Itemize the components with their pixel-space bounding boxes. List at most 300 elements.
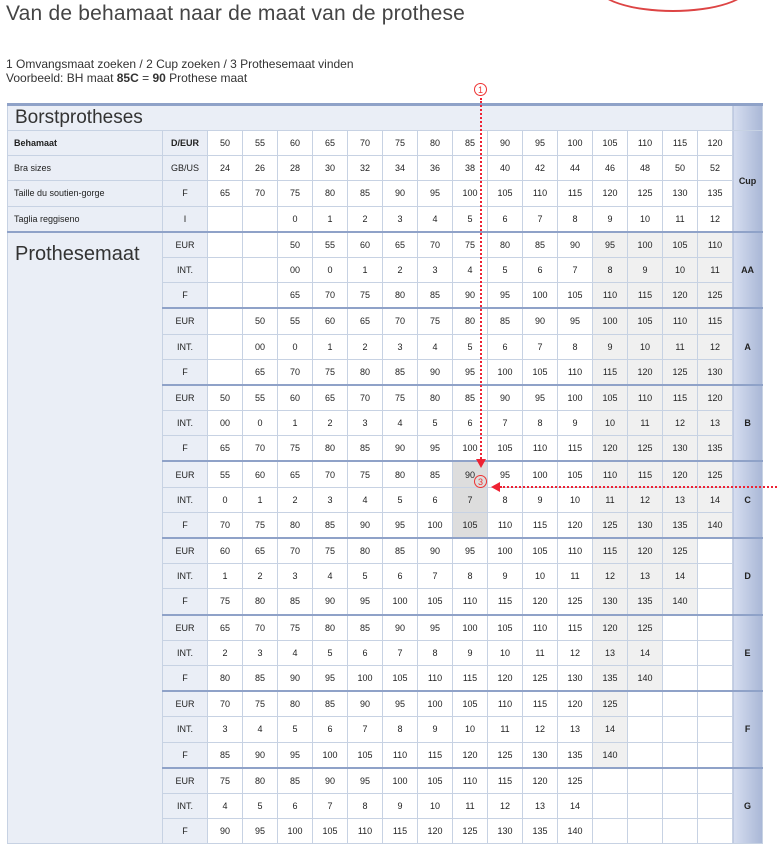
table-cell: 110 [663, 308, 698, 334]
table-cell: 105 [488, 436, 523, 462]
table-cell: 10 [488, 640, 523, 665]
table-cell: 50 [208, 131, 243, 156]
example-text [6, 71, 247, 85]
cup-heading: Cup [733, 131, 763, 232]
table-cell [628, 742, 663, 768]
table-cell: 125 [698, 283, 733, 309]
table-cell: 125 [453, 819, 488, 844]
table-cell: 95 [418, 181, 453, 206]
row-system: EUR [163, 308, 208, 334]
table-cell: 95 [488, 283, 523, 309]
table-cell: 7 [418, 564, 453, 589]
table-cell: 8 [558, 206, 593, 232]
table-cell: 10 [418, 793, 453, 818]
row-system: EUR [163, 538, 208, 564]
table-cell: 12 [663, 411, 698, 436]
row-system: EUR [163, 691, 208, 717]
table-cell: 95 [243, 819, 278, 844]
table-cell: 00 [243, 334, 278, 359]
table-cell: 105 [313, 819, 348, 844]
table-cell: 90 [453, 461, 488, 487]
table-cell: 24 [208, 156, 243, 181]
table-cell: 3 [208, 717, 243, 742]
table-cell: 115 [593, 538, 628, 564]
table-cell: 135 [698, 436, 733, 462]
table-cell [698, 793, 733, 818]
table-cell: 38 [453, 156, 488, 181]
table-cell: 140 [628, 665, 663, 691]
table-cell: 90 [418, 538, 453, 564]
row-system: EUR [163, 768, 208, 794]
table-cell: 120 [418, 819, 453, 844]
table-cell: 60 [243, 461, 278, 487]
table-cell: 115 [523, 512, 558, 538]
table-cell: 140 [593, 742, 628, 768]
table-cell: 120 [698, 385, 733, 411]
table-cell: 100 [383, 589, 418, 615]
table-cell: 85 [313, 691, 348, 717]
table-cell: 95 [313, 665, 348, 691]
table-cell: 6 [453, 411, 488, 436]
row-system: F [163, 665, 208, 691]
row-system: F [163, 283, 208, 309]
table-cell: 110 [593, 461, 628, 487]
table-cell: 5 [418, 411, 453, 436]
table-cell: 85 [453, 385, 488, 411]
table-cell: 2 [208, 640, 243, 665]
table-cell: 10 [628, 334, 663, 359]
row-system: F [163, 819, 208, 844]
table-cell: 75 [313, 538, 348, 564]
table-cell: 65 [208, 181, 243, 206]
table-cell [698, 538, 733, 564]
table-cell: 130 [558, 665, 593, 691]
table-cell: 80 [313, 436, 348, 462]
table-cell: 95 [453, 359, 488, 385]
table-cell: 90 [383, 181, 418, 206]
table-cell: 60 [313, 308, 348, 334]
table-cell [208, 308, 243, 334]
table-cell: 110 [488, 512, 523, 538]
table-cell: 100 [488, 359, 523, 385]
table-cell: 0 [313, 257, 348, 282]
table-cell [663, 640, 698, 665]
table-cell: 42 [523, 156, 558, 181]
table-cell: 110 [628, 131, 663, 156]
table-cell: 10 [663, 257, 698, 282]
table-cell: 5 [243, 793, 278, 818]
table-cell: 100 [558, 131, 593, 156]
table-cell: 3 [348, 411, 383, 436]
table-cell: 5 [453, 334, 488, 359]
table-cell [698, 691, 733, 717]
table-cell: 95 [523, 131, 558, 156]
table-cell: 130 [663, 181, 698, 206]
table-cell: 7 [523, 334, 558, 359]
table-cell: 110 [453, 589, 488, 615]
table-cell: 105 [628, 308, 663, 334]
table-cell [663, 819, 698, 844]
table-cell: 70 [278, 359, 313, 385]
table-cell: 80 [383, 461, 418, 487]
table-cell: 11 [663, 334, 698, 359]
table-cell: 60 [278, 385, 313, 411]
table-cell: 8 [418, 640, 453, 665]
table-cell: 12 [698, 206, 733, 232]
table-cell: 105 [383, 665, 418, 691]
table-cell: 90 [348, 691, 383, 717]
table-cell: 28 [278, 156, 313, 181]
table-cell: 8 [383, 717, 418, 742]
table-cell: 9 [453, 640, 488, 665]
table-cell [208, 359, 243, 385]
table-cell: 90 [348, 512, 383, 538]
table-cell: 9 [418, 717, 453, 742]
row-system: INT. [163, 334, 208, 359]
table-cell [208, 206, 243, 232]
table-cell: 85 [243, 665, 278, 691]
table-cell: 10 [628, 206, 663, 232]
table-heading: Borstprotheses [8, 105, 733, 131]
table-cell: 65 [278, 283, 313, 309]
table-cell: 2 [313, 411, 348, 436]
table-cell: 75 [208, 589, 243, 615]
table-cell: 70 [243, 615, 278, 641]
table-cell: 5 [488, 257, 523, 282]
table-cell: 9 [383, 793, 418, 818]
table-cell: 6 [313, 717, 348, 742]
table-cell: 14 [698, 487, 733, 512]
table-cell: 120 [523, 768, 558, 794]
table-cell: 120 [523, 589, 558, 615]
table-cell: 4 [383, 411, 418, 436]
table-cell: 0 [243, 411, 278, 436]
table-cell: 12 [698, 334, 733, 359]
table-cell: 10 [558, 487, 593, 512]
table-cell: 60 [348, 232, 383, 258]
table-cell: 11 [558, 564, 593, 589]
table-cell [243, 257, 278, 282]
table-cell: 14 [593, 717, 628, 742]
table-cell: 110 [593, 283, 628, 309]
table-cell: 6 [488, 206, 523, 232]
table-cell: 115 [663, 385, 698, 411]
row-system: F [163, 181, 208, 206]
table-cell [208, 283, 243, 309]
table-cell: 48 [628, 156, 663, 181]
row-system: INT. [163, 564, 208, 589]
table-cell: 105 [488, 181, 523, 206]
table-cell: 75 [453, 232, 488, 258]
table-cell: 105 [453, 512, 488, 538]
table-cell: 85 [418, 461, 453, 487]
table-cell [628, 768, 663, 794]
cup-label: C [733, 461, 763, 538]
table-cell: 8 [453, 564, 488, 589]
table-cell: 125 [628, 615, 663, 641]
table-cell: 120 [593, 436, 628, 462]
table-cell: 95 [488, 461, 523, 487]
row-system: F [163, 742, 208, 768]
table-cell: 12 [488, 793, 523, 818]
table-cell: 115 [593, 359, 628, 385]
table-cell: 7 [523, 206, 558, 232]
table-cell: 55 [313, 232, 348, 258]
table-cell: 3 [278, 564, 313, 589]
table-cell: 70 [348, 385, 383, 411]
table-cell [663, 691, 698, 717]
row-system: INT. [163, 411, 208, 436]
table-cell: 80 [418, 385, 453, 411]
table-cell: 110 [418, 665, 453, 691]
table-cell: 1 [243, 487, 278, 512]
table-cell: 2 [348, 334, 383, 359]
table-cell: 1 [278, 411, 313, 436]
table-cell: 115 [453, 665, 488, 691]
table-cell [698, 717, 733, 742]
table-cell: 100 [453, 181, 488, 206]
table-cell: 120 [663, 283, 698, 309]
table-cell [243, 283, 278, 309]
example-bra-size: 85C [116, 71, 139, 85]
table-cell: 65 [243, 538, 278, 564]
table-cell: 100 [453, 615, 488, 641]
table-cell: 85 [383, 359, 418, 385]
table-cell: 75 [418, 308, 453, 334]
table-cell: 95 [383, 691, 418, 717]
table-cell: 1 [313, 334, 348, 359]
table-cell: 3 [243, 640, 278, 665]
table-cell: 125 [663, 359, 698, 385]
table-cell: 8 [558, 334, 593, 359]
table-cell: 6 [348, 640, 383, 665]
table-cell: 55 [243, 131, 278, 156]
table-cell: 60 [278, 131, 313, 156]
table-cell: 135 [698, 181, 733, 206]
table-cell: 120 [558, 691, 593, 717]
table-cell: 1 [348, 257, 383, 282]
table-cell: 10 [523, 564, 558, 589]
table-cell: 4 [418, 334, 453, 359]
table-cell: 110 [383, 742, 418, 768]
table-cell: 90 [243, 742, 278, 768]
table-cell: 125 [593, 691, 628, 717]
table-cell: 85 [383, 538, 418, 564]
table-cell: 11 [663, 206, 698, 232]
cup-label: A [733, 308, 763, 385]
table-cell [698, 615, 733, 641]
table-cell: 0 [278, 206, 313, 232]
table-cell: 110 [523, 181, 558, 206]
table-cell: 95 [453, 538, 488, 564]
table-cell: 125 [558, 589, 593, 615]
table-cell: 9 [558, 411, 593, 436]
table-cell: 3 [383, 334, 418, 359]
table-cell: 85 [348, 181, 383, 206]
table-cell [698, 564, 733, 589]
table-cell: 6 [418, 487, 453, 512]
table-cell: 34 [383, 156, 418, 181]
size-table [7, 103, 763, 844]
guide-line-vertical [480, 98, 482, 462]
size-table-container [7, 103, 762, 844]
table-cell: 125 [523, 665, 558, 691]
table-cell: 6 [278, 793, 313, 818]
row-system: F [163, 512, 208, 538]
table-cell [698, 742, 733, 768]
table-cell: 65 [208, 615, 243, 641]
table-cell: 125 [628, 436, 663, 462]
table-cell: 100 [383, 768, 418, 794]
table-cell: 9 [488, 564, 523, 589]
table-cell: 80 [243, 589, 278, 615]
table-cell: 130 [698, 359, 733, 385]
row-system: EUR [163, 385, 208, 411]
table-cell: 5 [348, 564, 383, 589]
table-cell: 75 [278, 181, 313, 206]
table-cell [698, 819, 733, 844]
table-cell: 125 [628, 181, 663, 206]
table-cell: 105 [418, 589, 453, 615]
table-cell: 85 [278, 768, 313, 794]
row-label: Bra sizes [8, 156, 163, 181]
table-cell: 120 [698, 131, 733, 156]
cup-label: E [733, 615, 763, 692]
table-cell: 80 [278, 691, 313, 717]
table-cell: 90 [313, 589, 348, 615]
table-cell: 100 [313, 742, 348, 768]
table-cell: 65 [313, 385, 348, 411]
table-cell: 105 [488, 615, 523, 641]
row-system: INT. [163, 257, 208, 282]
table-cell: 2 [278, 487, 313, 512]
table-cell: 100 [348, 665, 383, 691]
table-cell: 70 [243, 181, 278, 206]
row-label: Behamaat [8, 131, 163, 156]
row-label: Taglia reggiseno [8, 206, 163, 232]
table-cell: 125 [593, 512, 628, 538]
table-cell [663, 793, 698, 818]
table-cell: 115 [628, 283, 663, 309]
table-cell: 110 [558, 359, 593, 385]
row-system: GB/US [163, 156, 208, 181]
table-cell [698, 665, 733, 691]
table-cell: 90 [488, 131, 523, 156]
table-cell: 5 [383, 487, 418, 512]
table-cell: 2 [243, 564, 278, 589]
table-cell: 85 [348, 615, 383, 641]
table-cell [628, 793, 663, 818]
arrow-left-icon [491, 482, 500, 492]
table-cell: 65 [208, 436, 243, 462]
table-cell: 135 [628, 589, 663, 615]
table-cell: 12 [523, 717, 558, 742]
table-cell: 115 [383, 819, 418, 844]
table-cell: 13 [663, 487, 698, 512]
table-cell: 85 [418, 283, 453, 309]
table-cell: 13 [523, 793, 558, 818]
table-cell: 4 [208, 793, 243, 818]
table-cell: 80 [348, 359, 383, 385]
table-cell: 75 [278, 615, 313, 641]
table-cell: 70 [348, 131, 383, 156]
table-cell: 4 [278, 640, 313, 665]
table-cell: 8 [348, 793, 383, 818]
table-cell: 110 [698, 232, 733, 258]
row-system: INT. [163, 487, 208, 512]
table-cell: 115 [628, 461, 663, 487]
table-cell: 110 [488, 691, 523, 717]
table-cell: 14 [628, 640, 663, 665]
cup-label: B [733, 385, 763, 462]
table-cell: 9 [593, 334, 628, 359]
table-cell: 120 [663, 461, 698, 487]
table-cell: 120 [558, 512, 593, 538]
table-cell: 115 [663, 131, 698, 156]
table-cell: 80 [313, 181, 348, 206]
table-cell: 7 [383, 640, 418, 665]
steps-text: 1 Omvangsmaat zoeken / 2 Cup zoeken / 3 Prothesemaat vinden [6, 57, 354, 71]
table-cell: 140 [698, 512, 733, 538]
example-prothese-size: 90 [152, 71, 166, 85]
table-cell: 85 [453, 131, 488, 156]
table-cell: 00 [208, 411, 243, 436]
table-cell: 90 [278, 665, 313, 691]
table-cell [628, 717, 663, 742]
table-cell: 110 [453, 768, 488, 794]
table-cell: 80 [453, 308, 488, 334]
table-cell: 90 [383, 615, 418, 641]
row-system: INT. [163, 640, 208, 665]
table-cell: 8 [488, 487, 523, 512]
example-suffix: Prothese maat [165, 71, 248, 85]
table-row [8, 232, 763, 258]
decorative-arc [596, 0, 750, 12]
table-cell [698, 589, 733, 615]
row-system: D/EUR [163, 131, 208, 156]
table-cell: 85 [488, 308, 523, 334]
header-row [8, 206, 763, 232]
cup-label: F [733, 691, 763, 768]
row-system: INT. [163, 717, 208, 742]
table-cell: 3 [313, 487, 348, 512]
row-system: I [163, 206, 208, 232]
table-cell: 50 [243, 308, 278, 334]
cup-label: G [733, 768, 763, 844]
table-cell: 60 [208, 538, 243, 564]
table-cell: 3 [383, 206, 418, 232]
table-cell: 70 [243, 436, 278, 462]
table-cell: 115 [698, 308, 733, 334]
table-cell: 80 [348, 538, 383, 564]
table-cell: 0 [208, 487, 243, 512]
table-cell: 11 [523, 640, 558, 665]
table-cell [663, 768, 698, 794]
table-cell: 80 [383, 283, 418, 309]
step-one-marker-icon: 1 [474, 83, 487, 96]
table-cell: 130 [593, 589, 628, 615]
table-cell: 125 [558, 768, 593, 794]
table-cell: 50 [663, 156, 698, 181]
table-cell: 13 [628, 564, 663, 589]
table-cell [663, 615, 698, 641]
table-cell: 7 [558, 257, 593, 282]
table-cell: 100 [418, 512, 453, 538]
row-system: F [163, 436, 208, 462]
table-cell: 6 [488, 334, 523, 359]
table-cell: 85 [208, 742, 243, 768]
table-cell: 11 [453, 793, 488, 818]
